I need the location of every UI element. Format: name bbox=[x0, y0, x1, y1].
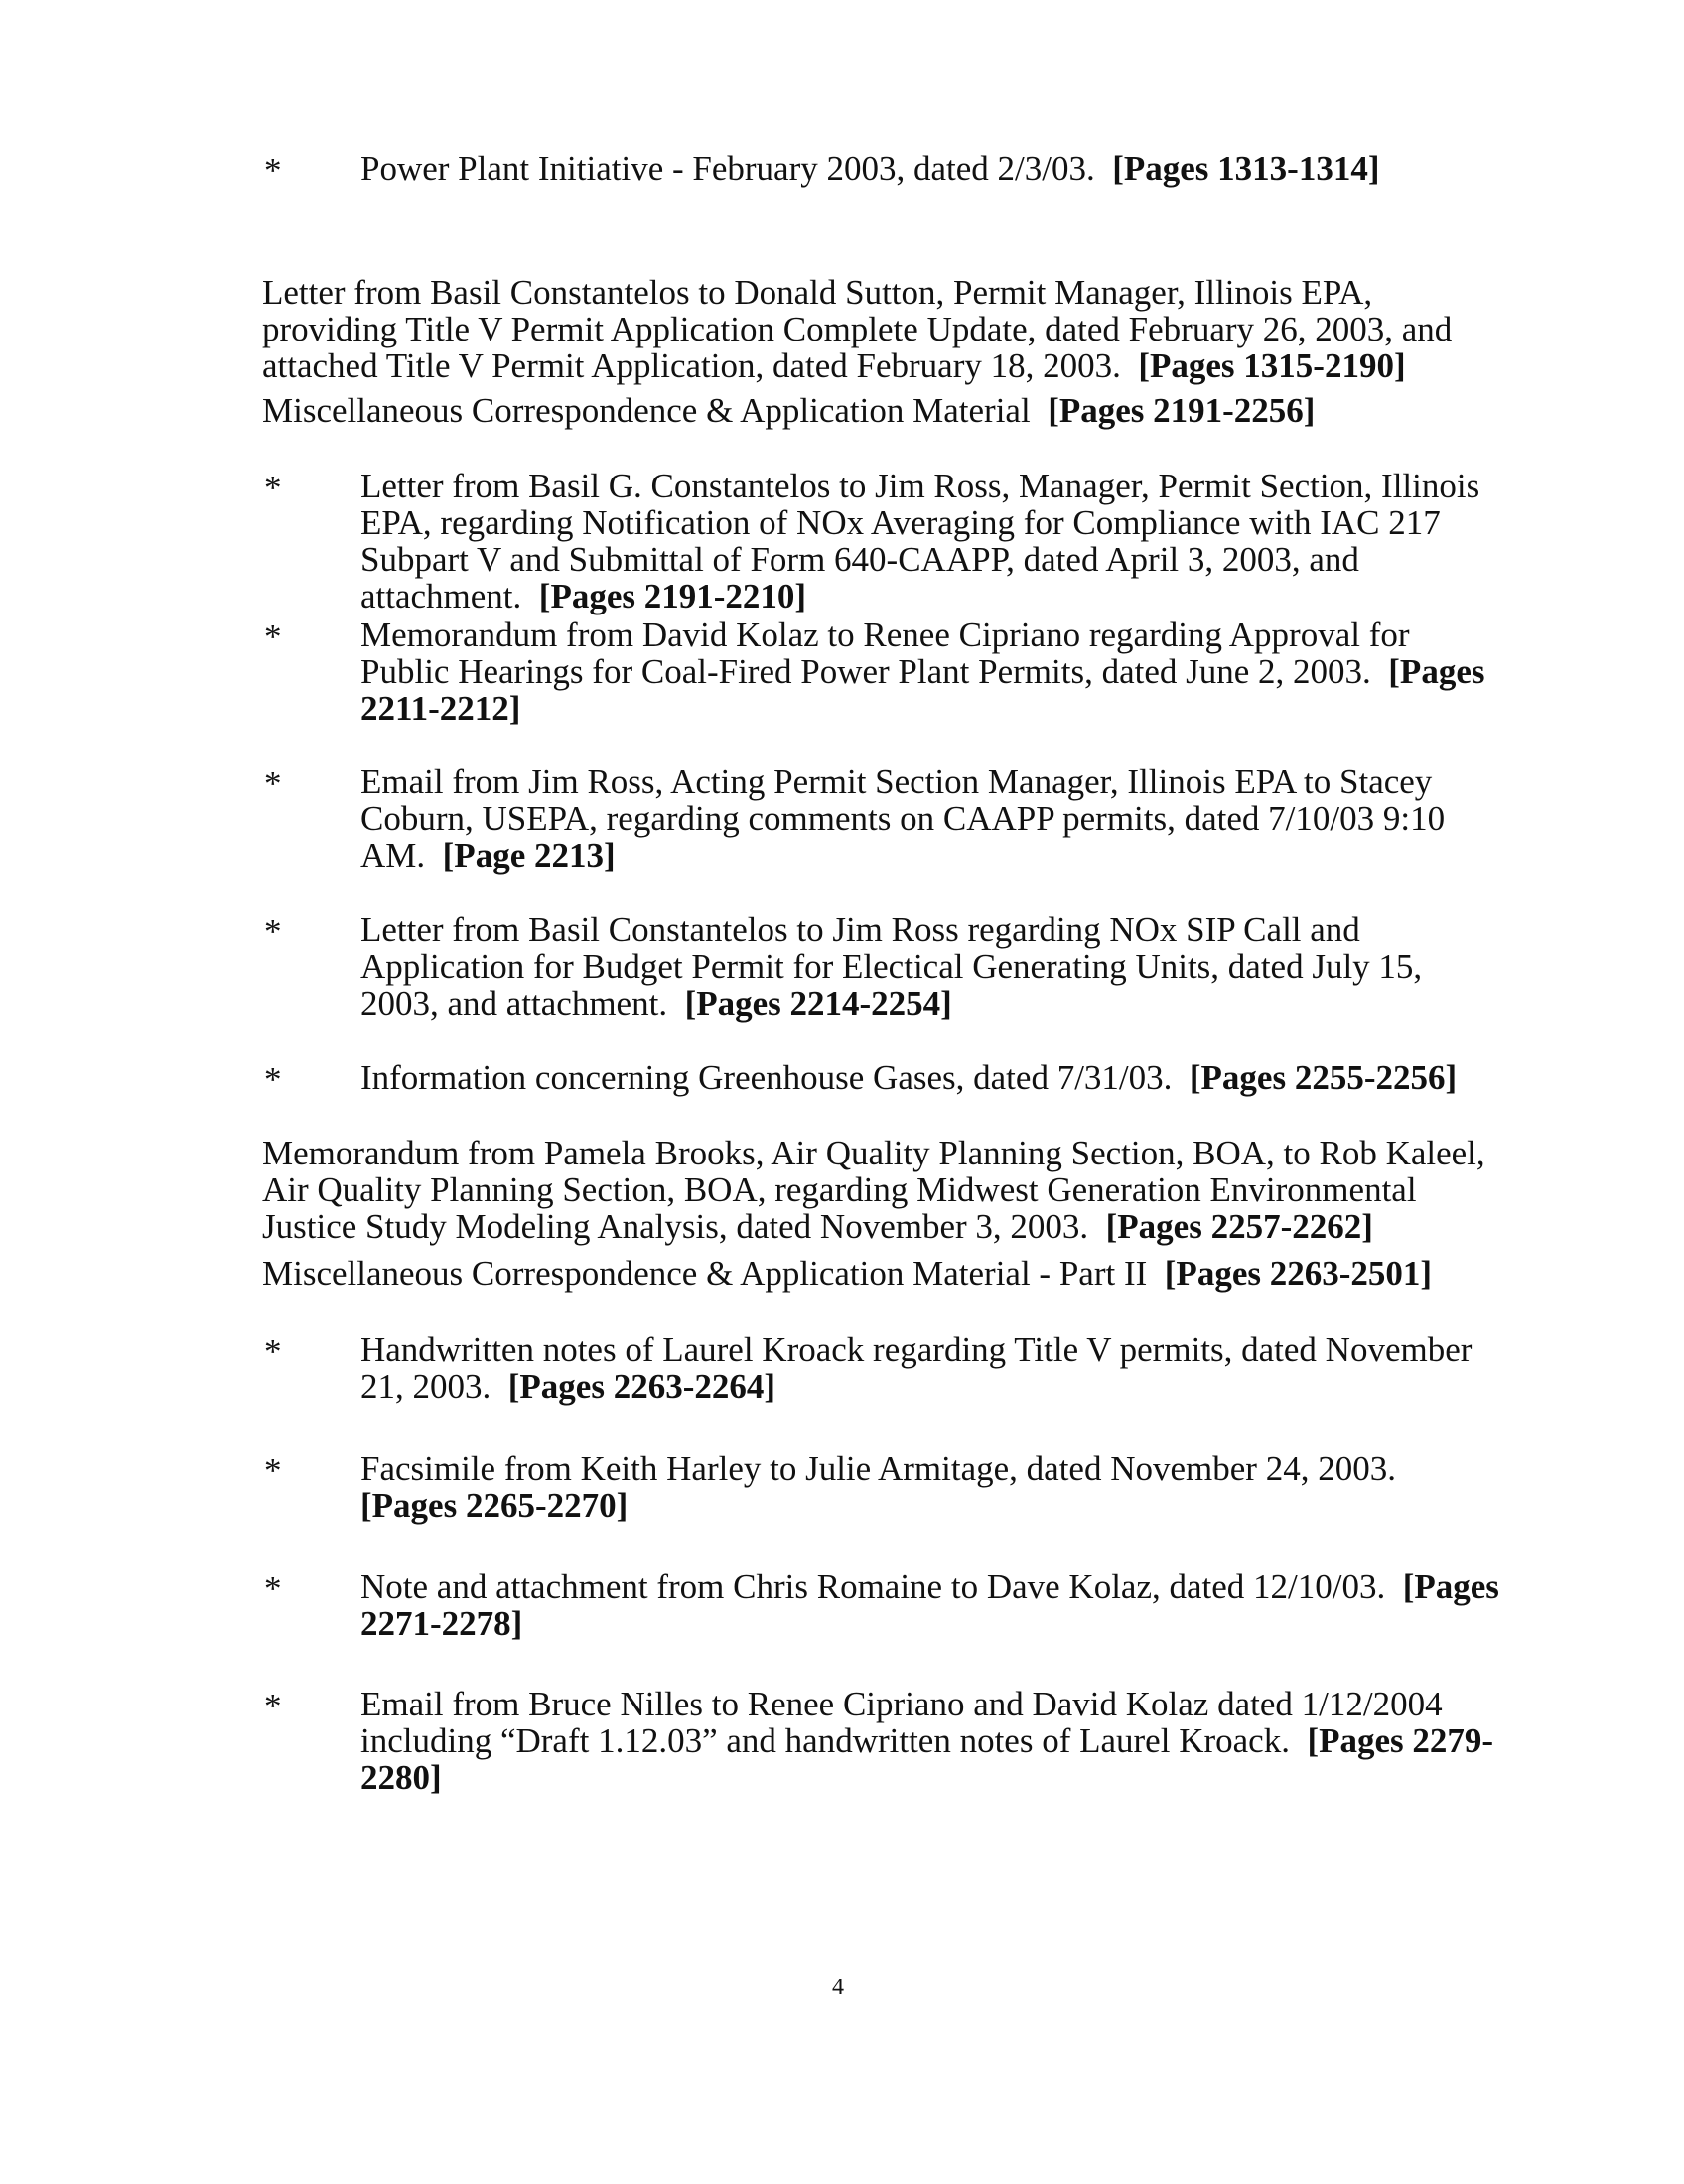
line-text: providing Title V Permit Application Complete Update, dated February 26, 2003, and bbox=[262, 310, 1453, 348]
text-line bbox=[360, 1686, 1443, 1723]
text-line bbox=[360, 578, 806, 615]
line-text: attached Title V Permit Application, dated February 18, 2003. bbox=[262, 346, 1139, 385]
text-line bbox=[262, 1135, 1485, 1172]
line-text: 2003, and attachment. bbox=[360, 984, 685, 1023]
line-text: Application for Budget Permit for Electical Generating Units, dated July 15, bbox=[360, 947, 1423, 986]
bullet-asterisk: * bbox=[264, 617, 282, 656]
line-text: Letter from Basil G. Constantelos to Jim Ross, Manager, Permit Section, Illinois bbox=[360, 467, 1480, 505]
page-reference: [Page 2213] bbox=[442, 836, 616, 875]
text-line bbox=[360, 1450, 1396, 1488]
line-text: Public Hearings for Coal-Fired Power Plant Permits, dated June 2, 2003. bbox=[360, 652, 1389, 691]
page-reference: [Pages 1315-2190] bbox=[1138, 346, 1406, 385]
text-line bbox=[360, 150, 1379, 188]
text-line bbox=[262, 347, 1406, 385]
text-line bbox=[360, 837, 616, 875]
page-reference: [Pages 2191-2256] bbox=[1048, 391, 1316, 430]
page-reference: [Pages 2257-2262] bbox=[1105, 1207, 1373, 1246]
text-line bbox=[360, 1368, 775, 1406]
text-line bbox=[360, 541, 1359, 579]
page-reference: [Pages 2214-2254] bbox=[684, 984, 952, 1023]
page-reference: [Pages 2265-2270] bbox=[360, 1486, 629, 1525]
line-text: Handwritten notes of Laurel Kroack regarding Title V permits, dated November bbox=[360, 1330, 1473, 1369]
bullet-asterisk: * bbox=[264, 469, 282, 507]
line-text: Facsimile from Keith Harley to Julie Armitage, dated November 24, 2003. bbox=[360, 1449, 1396, 1488]
line-text: Justice Study Modeling Analysis, dated November 3, 2003. bbox=[262, 1207, 1106, 1246]
line-text: Letter from Basil Constantelos to Donald Sutton, Permit Manager, Illinois EPA, bbox=[262, 273, 1373, 312]
page-reference: 2211-2212] bbox=[360, 689, 521, 728]
page-reference: [Pages 1313-1314] bbox=[1112, 149, 1380, 188]
bullet-asterisk: * bbox=[264, 1451, 282, 1490]
bullet-asterisk: * bbox=[264, 912, 282, 951]
page-reference: 2280] bbox=[360, 1758, 442, 1797]
text-line bbox=[360, 800, 1445, 838]
text-line bbox=[360, 1759, 442, 1797]
text-line bbox=[262, 311, 1452, 348]
line-text: Letter from Basil Constantelos to Jim Ross regarding NOx SIP Call and bbox=[360, 910, 1360, 949]
page-reference: [Pages 2263-2264] bbox=[507, 1367, 776, 1406]
text-line bbox=[360, 1331, 1472, 1369]
text-line bbox=[360, 1059, 1457, 1097]
page-reference: [Pages 2191-2210] bbox=[538, 577, 807, 615]
line-text: including “Draft 1.12.03” and handwritten notes of Laurel Kroack. bbox=[360, 1721, 1308, 1760]
text-line bbox=[262, 1255, 1432, 1293]
line-text: Miscellaneous Correspondence & Application Material - Part II bbox=[262, 1254, 1165, 1293]
text-line bbox=[360, 504, 1441, 542]
text-line bbox=[360, 1605, 522, 1643]
text-line bbox=[360, 911, 1360, 949]
line-text: Subpart V and Submittal of Form 640-CAAPP, dated April 3, 2003, and bbox=[360, 540, 1359, 579]
page-reference: [Pages 2279- bbox=[1307, 1721, 1494, 1760]
line-text: Miscellaneous Correspondence & Application Material bbox=[262, 391, 1049, 430]
bullet-asterisk: * bbox=[264, 151, 282, 190]
line-text: Email from Bruce Nilles to Renee Cipriano and David Kolaz dated 1/12/2004 bbox=[360, 1685, 1443, 1723]
text-line bbox=[262, 1208, 1373, 1246]
page-reference: 2271-2278] bbox=[360, 1604, 523, 1643]
text-line bbox=[360, 468, 1479, 505]
page-reference: [Pages bbox=[1388, 652, 1485, 691]
text-line bbox=[360, 985, 952, 1023]
bullet-asterisk: * bbox=[264, 764, 282, 803]
text-line bbox=[360, 653, 1484, 691]
text-line bbox=[360, 948, 1422, 986]
page-number: 4 bbox=[832, 1975, 844, 2000]
line-text: Air Quality Planning Section, BOA, regarding Midwest Generation Environmental bbox=[262, 1170, 1417, 1209]
line-text: Memorandum from Pamela Brooks, Air Quality Planning Section, BOA, to Rob Kaleel, bbox=[262, 1134, 1485, 1172]
line-text: Email from Jim Ross, Acting Permit Section Manager, Illinois EPA to Stacey bbox=[360, 762, 1433, 801]
text-line bbox=[360, 616, 1410, 654]
line-text: Power Plant Initiative - February 2003, dated 2/3/03. bbox=[360, 149, 1113, 188]
line-text: Coburn, USEPA, regarding comments on CAAPP permits, dated 7/10/03 9:10 bbox=[360, 799, 1446, 838]
text-line bbox=[262, 274, 1372, 312]
page-reference: [Pages 2255-2256] bbox=[1189, 1058, 1458, 1097]
text-line bbox=[262, 392, 1315, 430]
text-line bbox=[360, 1722, 1493, 1760]
text-line bbox=[262, 1171, 1417, 1209]
line-text: Memorandum from David Kolaz to Renee Cipriano regarding Approval for bbox=[360, 615, 1410, 654]
bullet-asterisk: * bbox=[264, 1332, 282, 1371]
line-text: attachment. bbox=[360, 577, 539, 615]
text-line bbox=[360, 763, 1432, 801]
bullet-asterisk: * bbox=[264, 1570, 282, 1608]
line-text: Information concerning Greenhouse Gases, dated 7/31/03. bbox=[360, 1058, 1190, 1097]
line-text: Note and attachment from Chris Romaine to Dave Kolaz, dated 12/10/03. bbox=[360, 1568, 1403, 1606]
page-reference: [Pages bbox=[1402, 1568, 1499, 1606]
text-line bbox=[360, 1487, 628, 1525]
bullet-asterisk: * bbox=[264, 1060, 282, 1099]
line-text: AM. bbox=[360, 836, 443, 875]
text-line bbox=[360, 1569, 1499, 1606]
text-line bbox=[360, 690, 520, 728]
line-text: 21, 2003. bbox=[360, 1367, 508, 1406]
line-text: EPA, regarding Notification of NOx Averaging for Compliance with IAC 217 bbox=[360, 503, 1441, 542]
page-reference: [Pages 2263-2501] bbox=[1164, 1254, 1433, 1293]
bullet-asterisk: * bbox=[264, 1687, 282, 1725]
